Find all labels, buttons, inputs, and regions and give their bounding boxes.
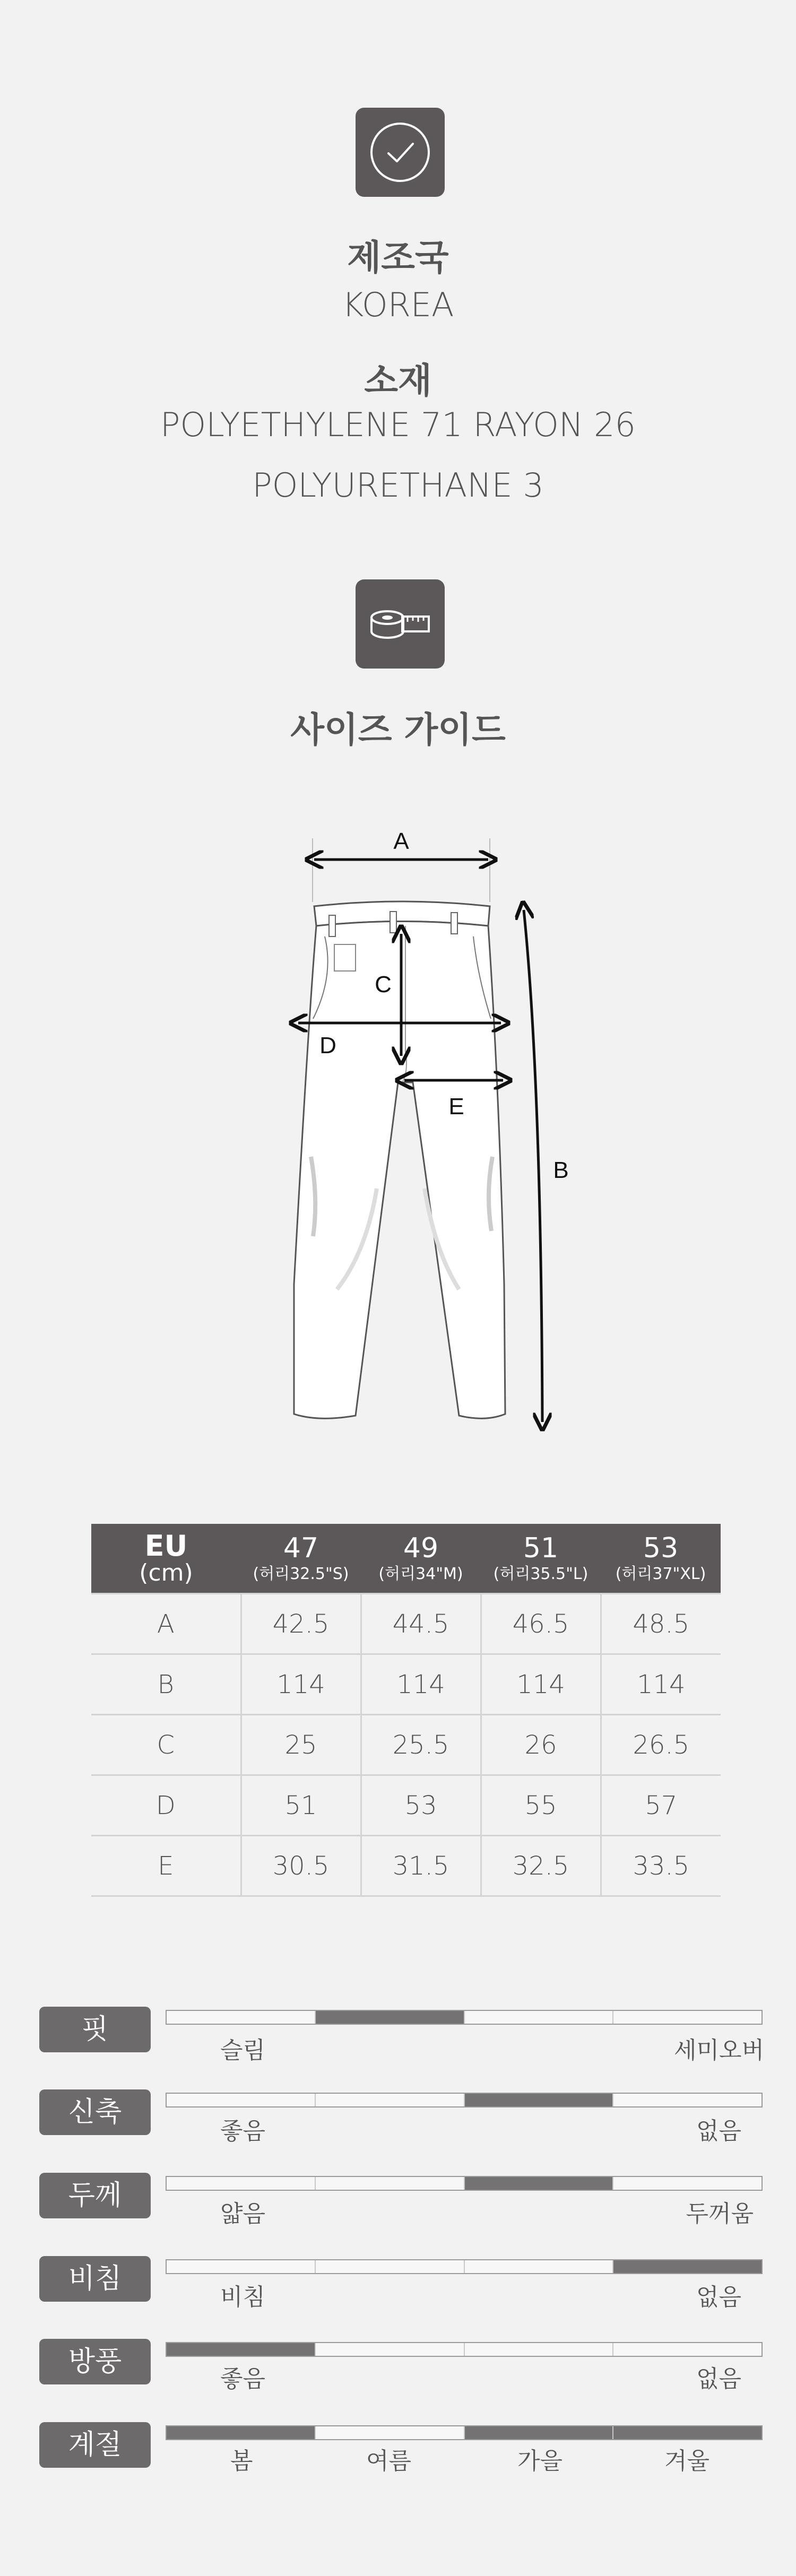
attr-fit-right: 세미오버 — [673, 2037, 764, 2064]
table-cell: 114 — [241, 1654, 361, 1715]
size-column-header: 49 (허리34"M) — [361, 1524, 481, 1594]
size-table — [91, 1524, 721, 1897]
table-row — [91, 1594, 721, 1654]
table-cell: 30.5 — [241, 1836, 361, 1896]
attr-bar-windproof — [166, 2342, 763, 2357]
table-cell: 114 — [601, 1654, 721, 1715]
size-column-header: 53 (허리37"XL) — [601, 1524, 721, 1594]
row-label: A — [91, 1594, 241, 1654]
attr-bar-segment — [167, 2094, 315, 2106]
table-cell: 44.5 — [361, 1594, 481, 1654]
diagram-label-e: E — [448, 1094, 464, 1120]
season-autumn: 가을 — [517, 2448, 563, 2475]
size-column-header: 47 (허리32.5"S) — [241, 1524, 361, 1594]
table-cell: 26 — [481, 1715, 601, 1775]
attr-bar-segment — [167, 2260, 315, 2273]
table-cell: 26.5 — [601, 1715, 721, 1775]
size-table-header-unit: EU (cm) — [91, 1524, 241, 1594]
diagram-label-d: D — [319, 1033, 336, 1059]
material-label: 소재 — [364, 360, 432, 401]
attr-thickness-right: 두꺼움 — [686, 2200, 754, 2227]
tape-measure-icon — [356, 579, 445, 669]
attr-windproof-right: 없음 — [696, 2365, 741, 2392]
table-cell: 46.5 — [481, 1594, 601, 1654]
table-cell: 57 — [601, 1775, 721, 1836]
attr-label-stretch: 신축 — [39, 2089, 151, 2135]
attr-bar-segment — [315, 2426, 464, 2439]
attr-label-sheerness: 비침 — [39, 2256, 151, 2302]
attr-thickness-left: 얇음 — [220, 2200, 266, 2227]
attr-sheerness-left: 비침 — [220, 2284, 266, 2311]
attr-label-fit: 핏 — [39, 2007, 151, 2052]
pants-measurement-diagram — [276, 817, 569, 1443]
diagram-label-b: B — [553, 1157, 569, 1183]
table-row — [91, 1775, 721, 1836]
season-summer: 여름 — [366, 2448, 412, 2475]
attr-bar-segment — [612, 2343, 762, 2356]
attr-windproof-left: 좋음 — [220, 2365, 266, 2392]
table-row — [91, 1654, 721, 1715]
attr-bar-segment — [612, 2094, 762, 2106]
table-row — [91, 1836, 721, 1896]
origin-label: 제조국 — [347, 237, 449, 278]
attr-bar-segment — [464, 2343, 613, 2356]
attr-label-thickness: 두께 — [39, 2173, 151, 2218]
material-line-1: POLYETHYLENE 71 RAYON 26 — [160, 405, 636, 444]
row-label: D — [91, 1775, 241, 1836]
attr-bar-thickness — [166, 2176, 763, 2191]
table-cell: 51 — [241, 1775, 361, 1836]
row-label: B — [91, 1654, 241, 1715]
attr-bar-segment — [464, 2426, 613, 2439]
attr-bar-sheerness — [166, 2259, 763, 2274]
diagram-label-c: C — [375, 972, 392, 998]
attr-bar-segment — [167, 2426, 315, 2439]
table-cell: 32.5 — [481, 1836, 601, 1896]
attr-bar-segment — [464, 2011, 613, 2024]
attr-label-season: 계절 — [39, 2422, 151, 2468]
table-cell: 114 — [361, 1654, 481, 1715]
attr-bar-segment — [315, 2094, 464, 2106]
attr-stretch-right: 없음 — [696, 2118, 741, 2145]
attr-fit-left: 슬림 — [220, 2037, 266, 2064]
table-cell: 42.5 — [241, 1594, 361, 1654]
attr-bar-segment — [167, 2011, 315, 2024]
attr-bar-segment — [612, 2260, 762, 2273]
size-column-header: 51 (허리35.5"L) — [481, 1524, 601, 1594]
attr-bar-segment — [612, 2011, 762, 2024]
diagram-label-a: A — [393, 828, 409, 854]
attr-bar-segment — [315, 2260, 464, 2273]
table-cell: 25 — [241, 1715, 361, 1775]
table-cell: 53 — [361, 1775, 481, 1836]
attr-bar-segment — [464, 2094, 613, 2106]
table-cell: 31.5 — [361, 1836, 481, 1896]
attr-sheerness-right: 없음 — [696, 2284, 741, 2311]
attr-bar-segment — [315, 2343, 464, 2356]
table-cell: 33.5 — [601, 1836, 721, 1896]
attr-label-windproof: 방풍 — [39, 2339, 151, 2384]
attr-bar-segment — [315, 2011, 464, 2024]
attr-bar-season — [166, 2425, 763, 2440]
attr-bar-fit — [166, 2010, 763, 2025]
attr-stretch-left: 좋음 — [220, 2118, 266, 2145]
table-cell: 114 — [481, 1654, 601, 1715]
season-spring: 봄 — [230, 2448, 253, 2475]
table-cell: 48.5 — [601, 1594, 721, 1654]
row-label: E — [91, 1836, 241, 1896]
attr-bar-segment — [464, 2177, 613, 2190]
table-row — [91, 1715, 721, 1775]
attr-bar-segment — [612, 2177, 762, 2190]
attr-bar-segment — [167, 2343, 315, 2356]
size-guide-title: 사이즈 가이드 — [290, 709, 506, 750]
origin-value: KOREA — [342, 285, 454, 324]
attr-bar-segment — [464, 2260, 613, 2273]
material-line-2: POLYURETHANE 3 — [252, 466, 544, 505]
season-winter: 겨울 — [664, 2448, 710, 2475]
table-cell: 25.5 — [361, 1715, 481, 1775]
attr-bar-segment — [612, 2426, 762, 2439]
attr-bar-segment — [315, 2177, 464, 2190]
table-cell: 55 — [481, 1775, 601, 1836]
row-label: C — [91, 1715, 241, 1775]
attr-bar-segment — [167, 2177, 315, 2190]
check-circle-icon — [356, 108, 445, 197]
attr-bar-stretch — [166, 2093, 763, 2107]
